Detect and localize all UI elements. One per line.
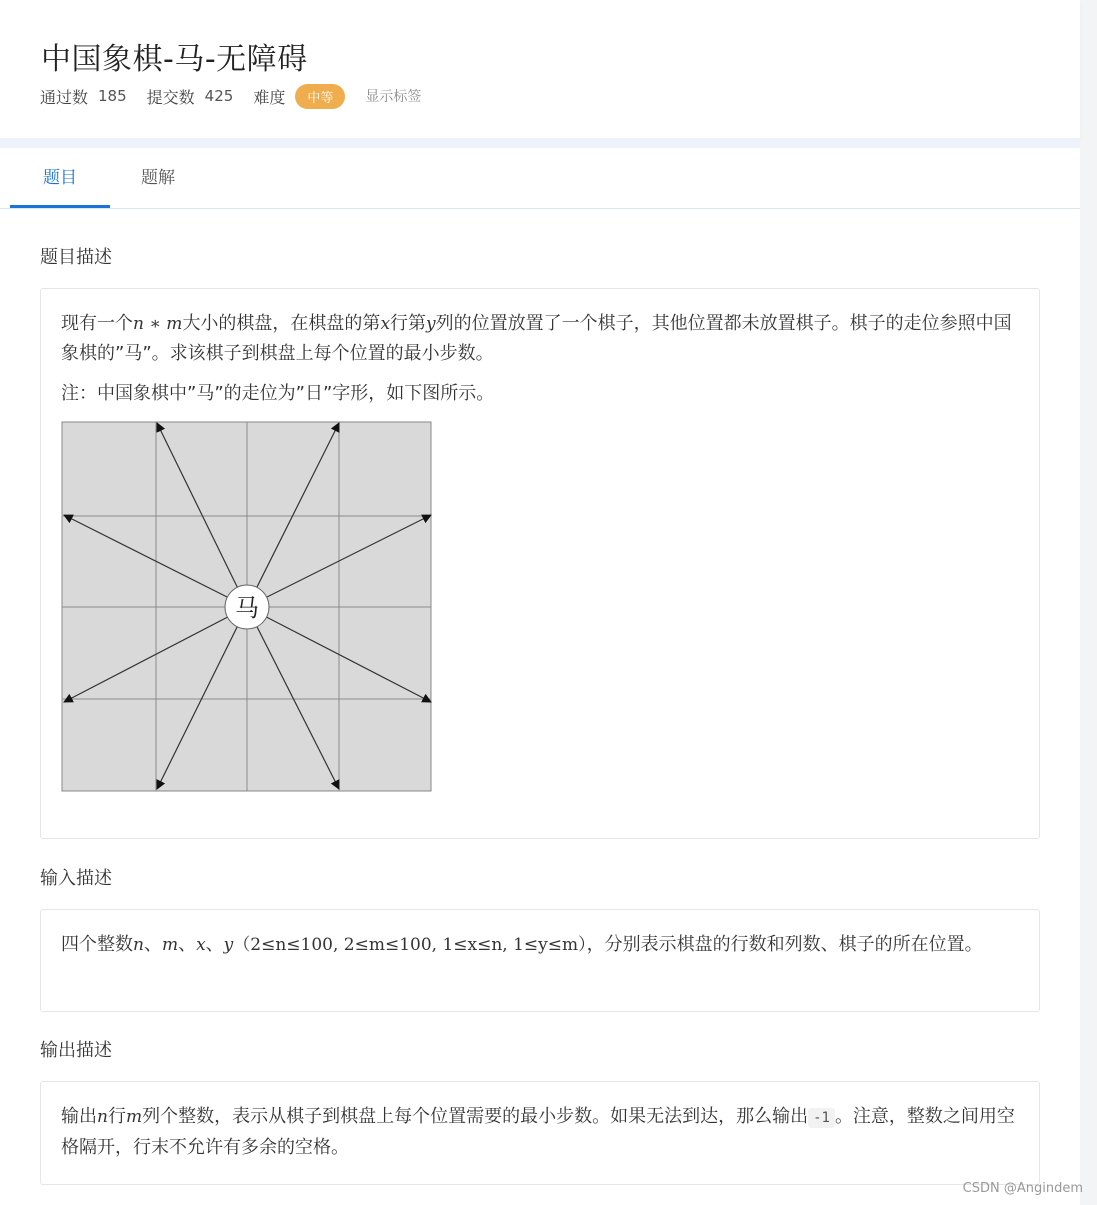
input-paragraph: 四个整数n、m、x、y（2≤n≤100, 2≤m≤100, 1≤x≤n, 1≤y≤m），分别表示棋盘的行数和列数、棋子的所在位置。 xyxy=(61,934,983,955)
pass-label: 通过数 xyxy=(40,87,89,107)
tab-bar xyxy=(0,148,1080,209)
code-minus-one: -1 xyxy=(808,1108,835,1128)
output-heading: 输出描述 xyxy=(40,1040,112,1061)
tab-problem[interactable]: 题目 xyxy=(10,148,110,208)
difficulty-label: 难度 xyxy=(253,87,286,107)
problem-stats xyxy=(40,82,421,110)
output-card xyxy=(40,1081,1040,1185)
description-paragraph: 现有一个n ∗ m大小的棋盘，在棋盘的第x行第y列的位置放置了一个棋子，其他位置都未放置棋子。棋子的走位参照中国象棋的”马”。求该棋子到棋盘上每个位置的最小步数。 xyxy=(61,313,1012,364)
scrollbar-track[interactable] xyxy=(1080,0,1097,1205)
description-card xyxy=(40,288,1040,839)
submit-count: 425 xyxy=(204,87,234,105)
problem-header xyxy=(0,0,1080,138)
show-tags-link[interactable]: 显示标签 xyxy=(365,89,422,105)
input-card xyxy=(40,909,1040,1012)
submit-label: 提交数 xyxy=(146,87,195,107)
watermark: CSDN @Angindem xyxy=(962,1181,1083,1196)
problem-title: 中国象棋-马-无障碍 xyxy=(41,42,308,77)
pass-count: 185 xyxy=(98,87,127,105)
difficulty-badge: 中等 xyxy=(295,84,345,109)
input-heading: 输入描述 xyxy=(40,868,112,889)
tab-solutions[interactable]: 题解 xyxy=(141,168,175,188)
header-divider xyxy=(0,138,1080,148)
note-paragraph: 注：中国象棋中”马”的走位为”日”字形，如下图所示。 xyxy=(61,383,495,404)
output-paragraph: 输出n行m列个整数，表示从棋子到棋盘上每个位置需要的最小步数。如果无法到达，那么输出 -1 。注意，整数之间用空格隔开，行末不允许有多余的空格。 xyxy=(61,1106,1015,1158)
description-heading: 题目描述 xyxy=(40,247,112,268)
knight-piece-label: 马 xyxy=(235,594,259,622)
knight-moves-figure xyxy=(61,421,433,793)
